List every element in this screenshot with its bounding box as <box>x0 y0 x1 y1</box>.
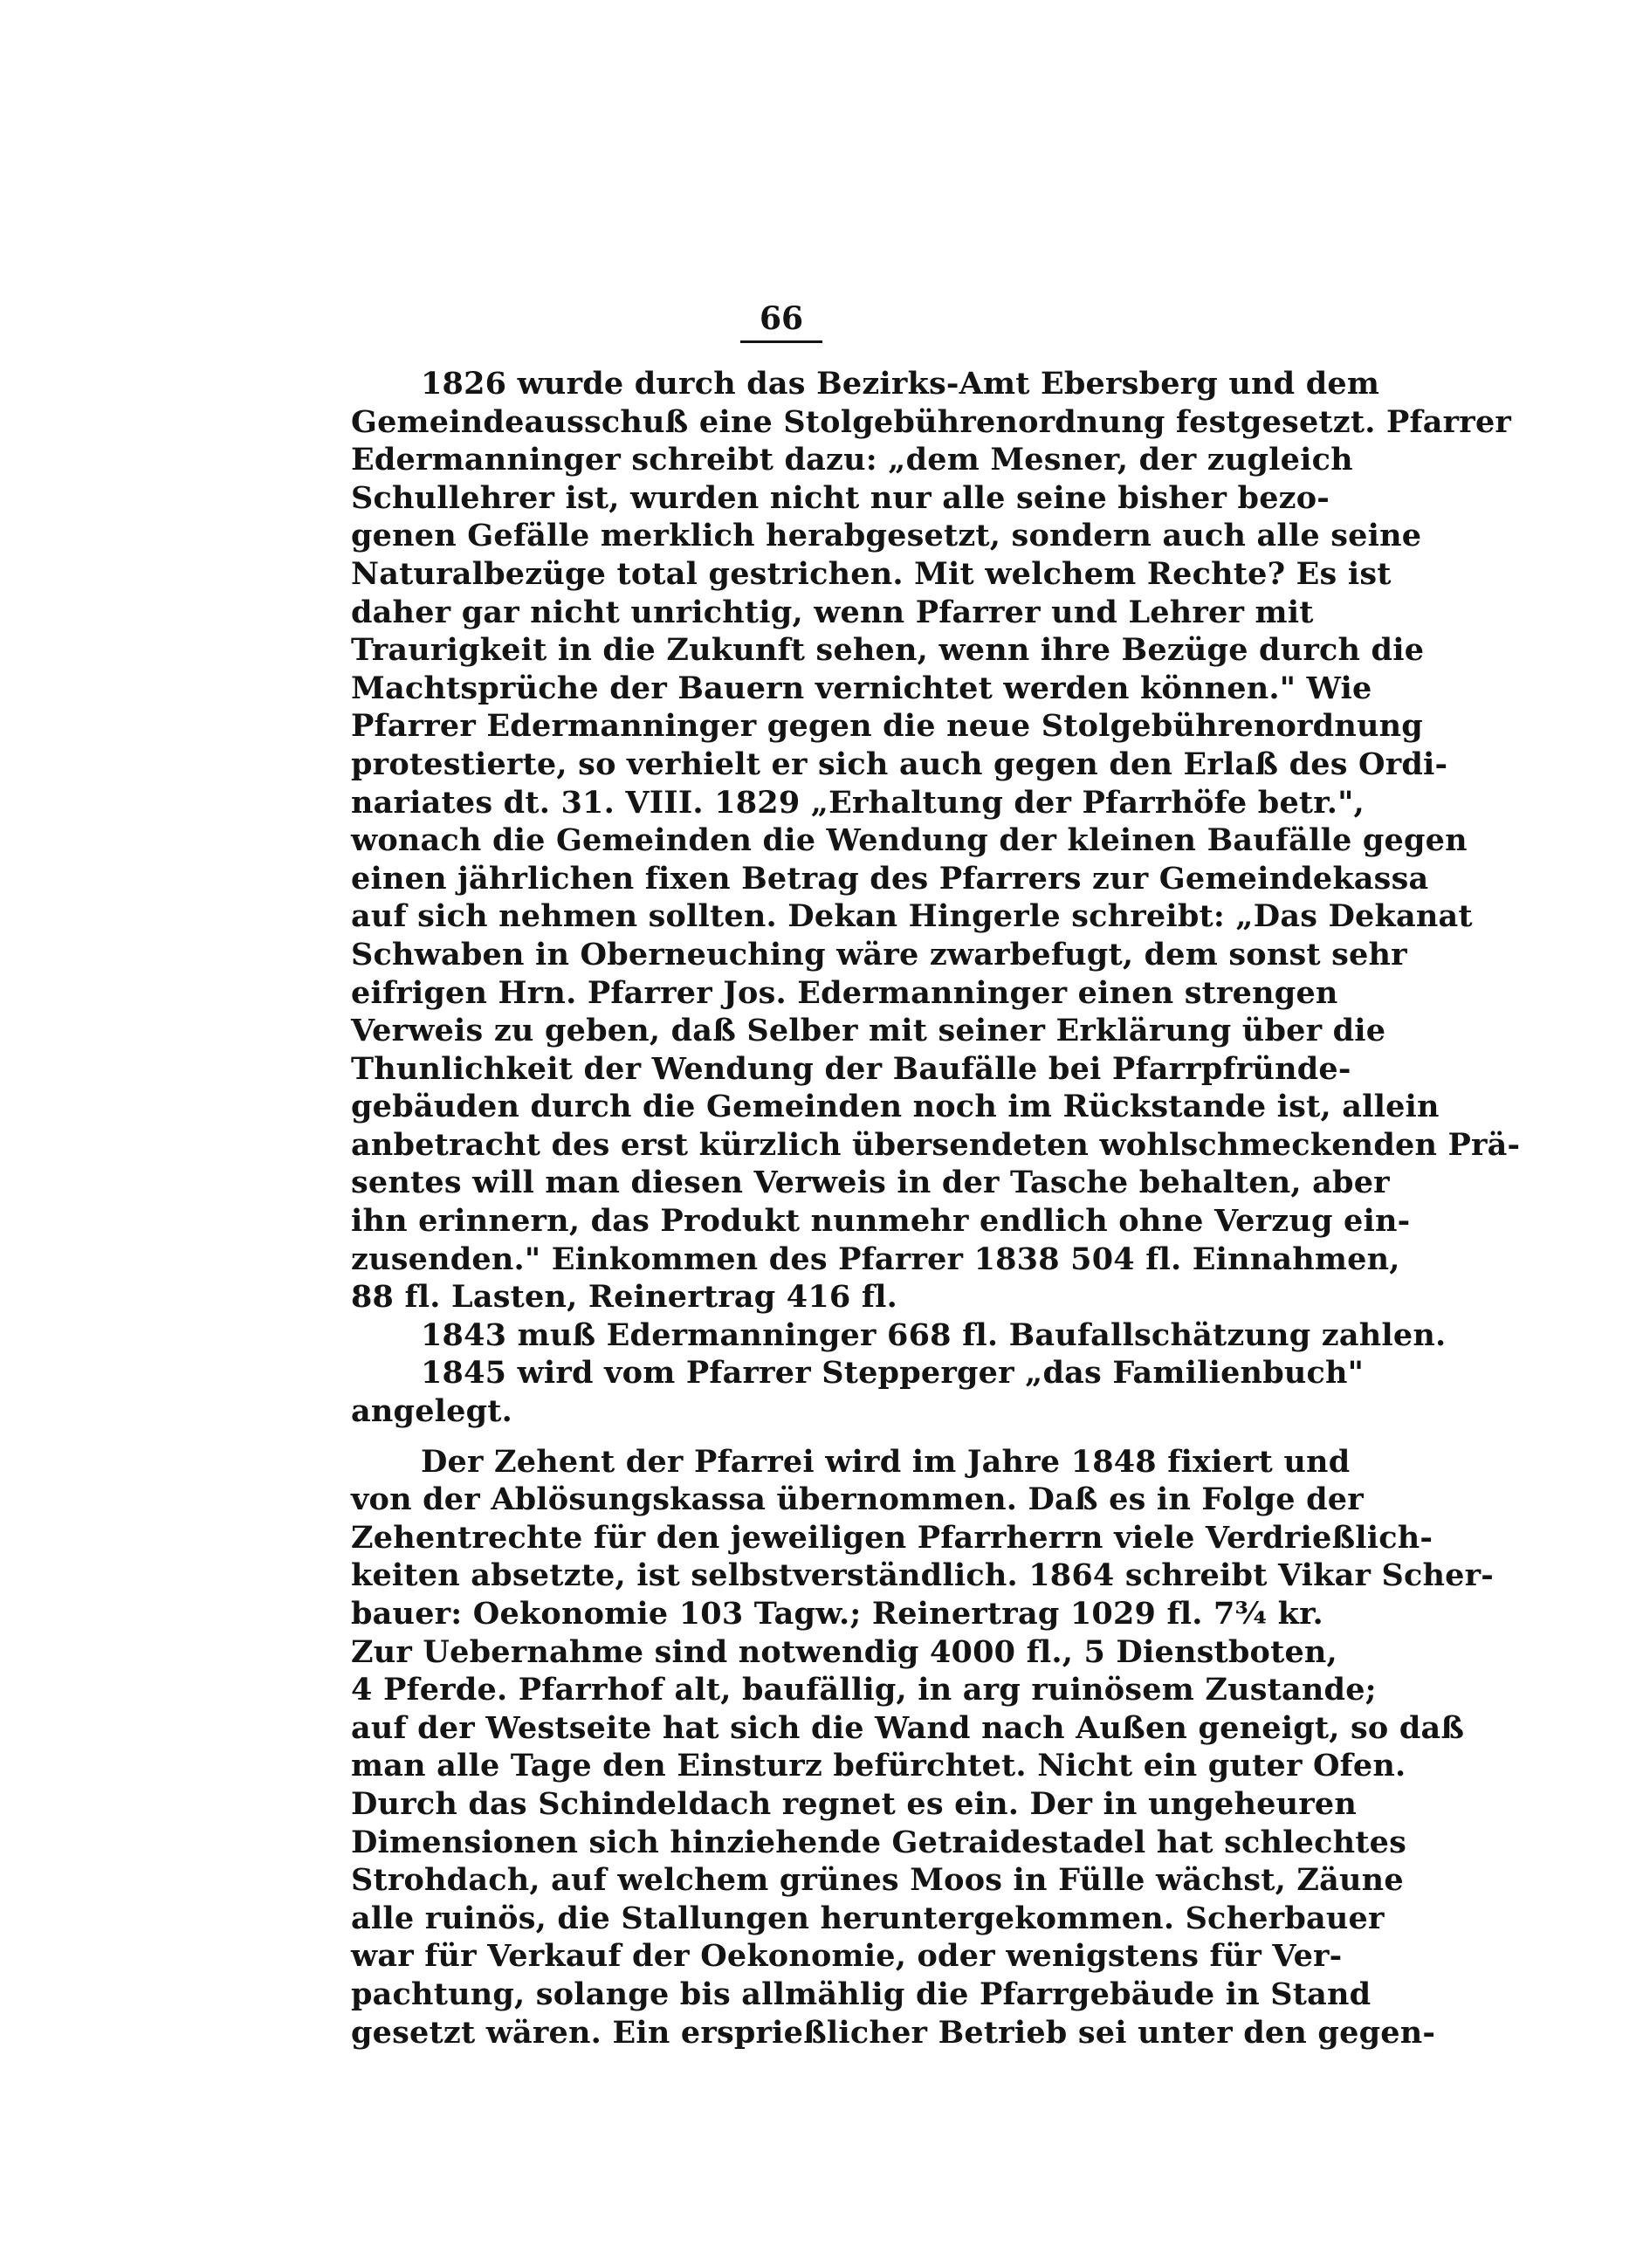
text-line: auf sich nehmen sollten. Dekan Hingerle schreibt: „Das Dekanat <box>351 898 1473 935</box>
paragraph-spacer <box>351 1431 1307 1443</box>
text-line: gebäuden durch die Gemeinden noch im Rückstande ist, allein <box>351 1089 1440 1125</box>
text-line: gesetzt wären. Ein ersprießlicher Betrieb sei unter den gegen- <box>351 2014 1436 2051</box>
text-line: Zur Uebernahme sind notwendig 4000 fl., 5 Dienstboten, <box>351 1633 1337 1670</box>
text-line: Edermanninger schreibt dazu: „dem Mesner, der zugleich <box>351 442 1353 478</box>
paragraph <box>351 365 1521 1316</box>
text-line: Machtsprüche der Bauern vernichtet werden können." Wie <box>351 670 1372 706</box>
paragraph <box>351 1354 1365 1430</box>
text-line: wonach die Gemeinden die Wendung der kleinen Baufälle gegen <box>351 822 1468 859</box>
text-line: alle ruinös, die Stallungen heruntergekommen. Scherbauer <box>351 1900 1385 1936</box>
text-line: auf der Westseite hat sich die Wand nach Außen geneigt, so daß <box>351 1709 1465 1746</box>
text-line: Dimensionen sich hinziehende Getraidestadel hat schlechtes <box>351 1824 1406 1860</box>
text-line: einen jährlichen fixen Betrag des Pfarrers zur Gemeindekassa <box>351 860 1429 897</box>
text-line: 88 fl. Lasten, Reinertrag 416 fl. <box>351 1279 897 1316</box>
text-line: Thunlichkeit der Wendung der Baufälle bei Pfarrpfründe- <box>351 1050 1351 1087</box>
text-line: man alle Tage den Einsturz befürchtet. Nicht ein guter Ofen. <box>351 1748 1406 1784</box>
text-line: ihn erinnern, das Produkt nunmehr endlich ohne Verzug ein- <box>351 1203 1411 1240</box>
text-line: Zehentrechte für den jeweiligen Pfarrherrn viele Verdrießlich- <box>351 1519 1433 1556</box>
text-line: Traurigkeit in die Zukunft sehen, wenn ihre Bezüge durch die <box>351 632 1425 669</box>
text-line: Verweis zu geben, daß Selber mit seiner Erklärung über die <box>351 1013 1386 1049</box>
paragraph <box>351 1443 1494 2052</box>
text-line: Schullehrer ist, wurden nicht nur alle seine bisher bezo- <box>351 479 1330 516</box>
page-number: 66 <box>759 300 804 337</box>
text-line: bauer: Oekonomie 103 Tagw.; Reinertrag 1029 fl. 7¾ kr. <box>351 1596 1323 1632</box>
text-line: eifrigen Hrn. Pfarrer Jos. Edermanninger einen strengen <box>351 974 1338 1011</box>
body-text <box>351 365 1521 2052</box>
text-line: Strohdach, auf welchem grünes Moos in Fülle wächst, Zäune <box>351 1862 1404 1899</box>
text-line: anbetracht des erst kürzlich übersendeten wohlschmeckenden Prä- <box>351 1126 1521 1163</box>
text-line: Durch das Schindeldach regnet es ein. Der in ungeheuren <box>351 1785 1358 1822</box>
text-line: zusenden." Einkommen des Pfarrer 1838 504 fl. Einnahmen, <box>351 1241 1400 1277</box>
text-line: keiten absetzte, ist selbstverständlich. 1864 schreibt Vikar Scher- <box>351 1557 1494 1594</box>
text-line: sentes will man diesen Verweis in der Tasche behalten, aber <box>351 1165 1390 1201</box>
text-line: Naturalbezüge total gestrichen. Mit welchem Rechte? Es ist <box>351 555 1392 592</box>
text-line: nariates dt. 31. VIII. 1829 „Erhaltung der Pfarrhöfe betr.", <box>351 784 1365 821</box>
text-line: angelegt. <box>351 1393 513 1430</box>
paragraph <box>351 1316 1447 1355</box>
text-line: daher gar nicht unrichtig, wenn Pfarrer und Lehrer mit <box>351 594 1314 630</box>
text-line: 1826 wurde durch das Bezirks-Amt Ebersberg und dem <box>421 366 1380 402</box>
text-line: war für Verkauf der Oekonomie, oder wenigstens für Ver- <box>351 1938 1343 1975</box>
text-line: Der Zehent der Pfarrei wird im Jahre 1848 fixiert und <box>421 1443 1351 1480</box>
text-line: von der Ablösungskassa übernommen. Daß es in Folge der <box>351 1481 1364 1518</box>
text-line: genen Gefälle merklich herabgesetzt, sondern auch alle seine <box>351 518 1422 554</box>
text-line: protestierte, so verhielt er sich auch gegen den Erlaß des Ordi- <box>351 746 1448 782</box>
text-line: 1843 muß Edermanninger 668 fl. Baufallschätzung zahlen. <box>421 1316 1447 1353</box>
text-line: pachtung, solange bis allmählig die Pfarrgebäude in Stand <box>351 1976 1372 2012</box>
text-line: 1845 wird vom Pfarrer Stepperger „das Familienbuch" <box>421 1355 1365 1392</box>
text-line: Gemeindeausschuß eine Stolgebührenordnung festgesetzt. Pfarrer <box>351 403 1512 440</box>
text-line: Pfarrer Edermanninger gegen die neue Stolgebührenordnung <box>351 708 1423 745</box>
text-line: 4 Pferde. Pfarrhof alt, baufällig, in arg ruinösem Zustande; <box>351 1672 1377 1708</box>
page-number-underline <box>740 340 822 343</box>
text-line: Schwaben in Oberneuching wäre zwarbefugt, dem sonst sehr <box>351 936 1407 972</box>
